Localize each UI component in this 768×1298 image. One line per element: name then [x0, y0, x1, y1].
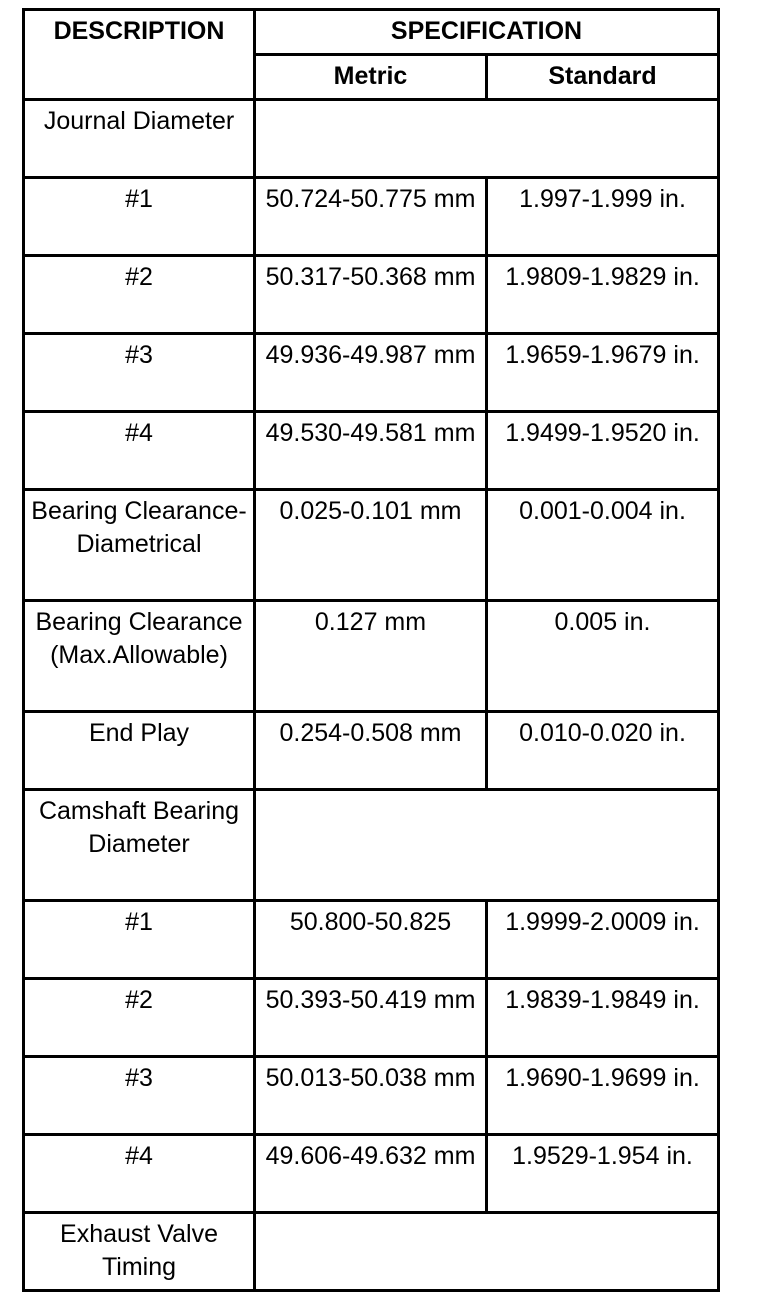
table-row: [24, 490, 719, 601]
section-empty-cell: [255, 1213, 719, 1291]
description-cell: #3: [24, 1057, 255, 1135]
standard-cell: 1.9690-1.9699 in.: [487, 1057, 719, 1135]
table-body: [24, 100, 719, 1291]
table-row: [24, 979, 719, 1057]
standard-cell: 1.9999-2.0009 in.: [487, 901, 719, 979]
description-cell: Bearing Clearance (Max.Allowable): [24, 601, 255, 712]
table-row: [24, 712, 719, 790]
description-cell: #2: [24, 979, 255, 1057]
standard-cell: 1.9839-1.9849 in.: [487, 979, 719, 1057]
metric-cell: 0.127 mm: [255, 601, 487, 712]
table-row: [24, 334, 719, 412]
description-cell: #2: [24, 256, 255, 334]
description-cell: #1: [24, 901, 255, 979]
metric-cell: 49.936-49.987 mm: [255, 334, 487, 412]
section-row: [24, 1213, 719, 1291]
table-row: [24, 256, 719, 334]
description-cell: #1: [24, 178, 255, 256]
specification-table: [22, 8, 720, 1292]
section-empty-cell: [255, 100, 719, 178]
table-header: [24, 10, 719, 100]
description-cell: Bearing Clearance-Diametrical: [24, 490, 255, 601]
metric-cell: 49.530-49.581 mm: [255, 412, 487, 490]
metric-cell: 50.724-50.775 mm: [255, 178, 487, 256]
standard-cell: 1.9529-1.954 in.: [487, 1135, 719, 1213]
description-cell: #4: [24, 412, 255, 490]
standard-cell: 1.9809-1.9829 in.: [487, 256, 719, 334]
standard-cell: 1.9499-1.9520 in.: [487, 412, 719, 490]
description-cell: #4: [24, 1135, 255, 1213]
table-row: [24, 601, 719, 712]
metric-cell: 0.025-0.101 mm: [255, 490, 487, 601]
description-cell: End Play: [24, 712, 255, 790]
section-row: [24, 100, 719, 178]
standard-cell: 0.001-0.004 in.: [487, 490, 719, 601]
metric-cell: 0.254-0.508 mm: [255, 712, 487, 790]
table-row: [24, 412, 719, 490]
table-row: [24, 1057, 719, 1135]
metric-cell: 49.606-49.632 mm: [255, 1135, 487, 1213]
description-cell: Journal Diameter: [24, 100, 255, 178]
specification-header: SPECIFICATION: [255, 10, 719, 55]
description-cell: #3: [24, 334, 255, 412]
table-row: [24, 1135, 719, 1213]
standard-cell: 1.9659-1.9679 in.: [487, 334, 719, 412]
description-cell: Exhaust Valve Timing: [24, 1213, 255, 1291]
standard-cell: 1.997-1.999 in.: [487, 178, 719, 256]
metric-cell: 50.317-50.368 mm: [255, 256, 487, 334]
table-row: [24, 901, 719, 979]
metric-cell: 50.013-50.038 mm: [255, 1057, 487, 1135]
description-cell: Camshaft Bearing Diameter: [24, 790, 255, 901]
header-row: [24, 10, 719, 55]
description-header: DESCRIPTION: [24, 10, 255, 100]
standard-header: Standard: [487, 55, 719, 100]
section-row: [24, 790, 719, 901]
metric-cell: 50.393-50.419 mm: [255, 979, 487, 1057]
metric-header: Metric: [255, 55, 487, 100]
section-empty-cell: [255, 790, 719, 901]
metric-cell: 50.800-50.825: [255, 901, 487, 979]
standard-cell: 0.005 in.: [487, 601, 719, 712]
standard-cell: 0.010-0.020 in.: [487, 712, 719, 790]
table-row: [24, 178, 719, 256]
